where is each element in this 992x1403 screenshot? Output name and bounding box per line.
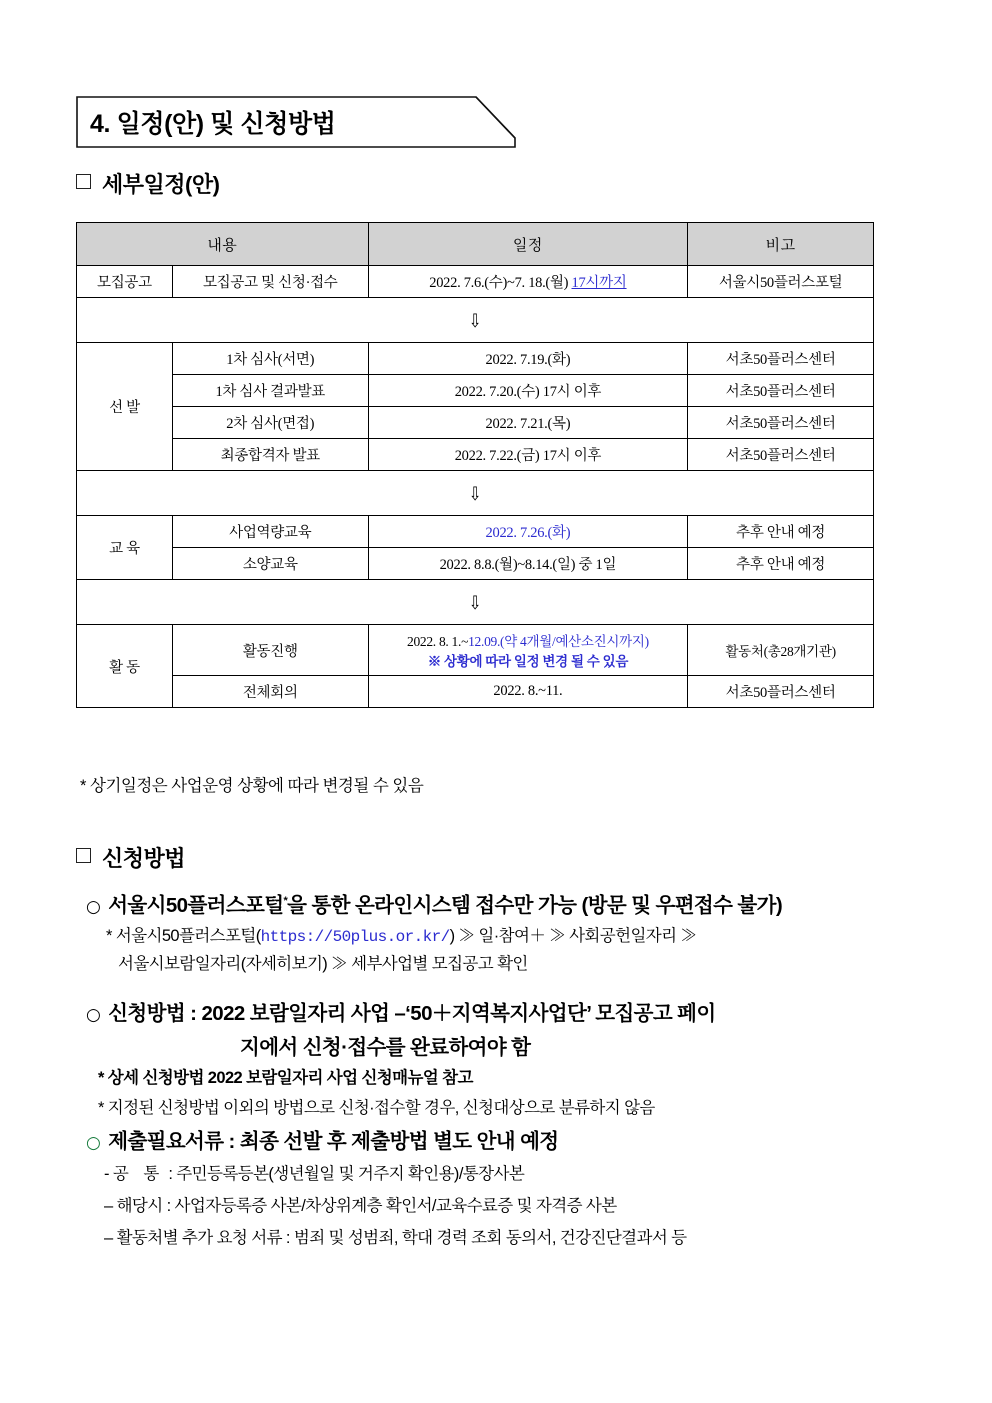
table-header-content: 내용 [77, 223, 369, 266]
document-list-label: 해당시 [116, 1197, 163, 1215]
row-note: 서초50플러스센터 [688, 375, 874, 407]
table-row [77, 266, 874, 298]
subheading-apply-method [76, 842, 185, 873]
document-list-text: : 주민등록등본(생년월일 및 거주지 확인용)/통장사본 [164, 1165, 525, 1183]
asterisk-icon: * [106, 927, 112, 945]
row-note: 활동처(총28개기관) [688, 625, 874, 676]
row-item: 전체회의 [172, 676, 368, 708]
apply-item-documents [86, 1124, 559, 1154]
down-arrow-icon: ⇩ [468, 591, 482, 614]
apply-path-note-line1 [106, 922, 696, 946]
table-row [77, 439, 874, 471]
table-row [77, 548, 874, 580]
dash-icon: – [104, 1229, 113, 1247]
row-date-plain: 2022. 7.6.(수)~7. 18.(월) [429, 275, 572, 291]
row-date [368, 266, 688, 298]
document-list-item [104, 1160, 524, 1184]
document-list-text: : 범죄 및 성범죄, 학대 경력 조회 동의서, 건강진단결과서 등 [281, 1229, 687, 1247]
subheading-apply-method-label: 신청방법 [102, 846, 186, 871]
row-date-plain: 2022. 8. 1.~ [407, 634, 469, 649]
apply-path-note-line2: 서울시보람일자리(자세히보기) ≫ 세부사업별 모집공고 확인 [118, 955, 528, 973]
table-row [77, 625, 874, 676]
row-note: 서초50플러스센터 [688, 407, 874, 439]
apply-item-text-b: 을 통한 온라인시스템 접수만 가능 (방문 및 우편접수 불가) [287, 894, 783, 917]
arrow-cell [77, 471, 874, 516]
row-date: 2022. 7.22.(금) 17시 이후 [368, 439, 688, 471]
row-item: 1차 심사(서면) [172, 343, 368, 375]
circle-bullet-icon: ○ [86, 897, 101, 917]
page-title: 4. 일정(안) 및 신청방법 [90, 110, 336, 138]
table-arrow-row [77, 580, 874, 625]
row-item: 최종합격자 발표 [172, 439, 368, 471]
portal-url-link[interactable]: https://50plus.or.kr/ [260, 928, 450, 946]
table-row [77, 407, 874, 439]
table-arrow-row [77, 298, 874, 343]
document-list-text: : 사업자등록증 사본/차상위계층 확인서/교육수료증 및 자격증 사본 [162, 1197, 617, 1215]
apply-item-online-only [86, 888, 782, 918]
row-note: 추후 안내 예정 [688, 516, 874, 548]
apply-path-text-a: 서울시50플러스포털( [115, 927, 261, 945]
row-date-highlight: 12.09.(약 4개월/예산소진시까지) [468, 634, 649, 649]
document-list-item [104, 1192, 617, 1216]
apply-item-text-a: 서울시50플러스포털 [108, 894, 284, 917]
row-date [368, 625, 688, 676]
row-category: 모집공고 [77, 266, 173, 298]
apply-item-method-line2: 지에서 신청·접수를 완료하여야 함 [240, 1036, 531, 1059]
document-list-item [104, 1224, 687, 1248]
row-note: 추후 안내 예정 [688, 548, 874, 580]
circle-bullet-icon: ○ [86, 1005, 101, 1025]
schedule-footnote: * 상기일정은 사업운영 상황에 따라 변경될 수 있음 [80, 777, 424, 795]
table-row [77, 375, 874, 407]
table-row [77, 516, 874, 548]
arrow-cell [77, 298, 874, 343]
dash-icon: – [104, 1197, 113, 1215]
row-date-highlight: 17시까지 [571, 275, 627, 291]
apply-item-superscript: * [283, 895, 288, 908]
row-item: 모집공고 및 신청·접수 [172, 266, 368, 298]
row-date: 2022. 7.26.(화) [368, 516, 688, 548]
row-note: 서초50플러스센터 [688, 439, 874, 471]
row-note: 서초50플러스센터 [688, 676, 874, 708]
table-header-note: 비고 [688, 223, 874, 266]
down-arrow-icon: ⇩ [468, 309, 482, 332]
row-date: 2022. 7.19.(화) [368, 343, 688, 375]
row-item: 1차 심사 결과발표 [172, 375, 368, 407]
down-arrow-icon: ⇩ [468, 482, 482, 505]
row-note: 서초50플러스센터 [688, 343, 874, 375]
table-row [77, 676, 874, 708]
row-date-warning: ※ 상황에 따라 일정 변경 될 수 있음 [427, 654, 629, 669]
dash-icon: - [104, 1165, 109, 1183]
arrow-cell [77, 580, 874, 625]
square-bullet-icon [76, 848, 91, 863]
row-date: 2022. 8.8.(월)~8.14.(일) 중 1일 [368, 548, 688, 580]
subheading-detail-schedule-label: 세부일정(안) [102, 172, 220, 197]
apply-item-method-line1 [86, 996, 716, 1026]
row-category: 활 동 [77, 625, 173, 708]
table-header-row [77, 223, 874, 266]
table-row [77, 343, 874, 375]
row-item: 소양교육 [172, 548, 368, 580]
row-item: 2차 심사(면접) [172, 407, 368, 439]
square-bullet-icon [76, 174, 91, 189]
row-date: 2022. 7.20.(수) 17시 이후 [368, 375, 688, 407]
document-list-label: 공 통 [112, 1165, 165, 1183]
table-arrow-row [77, 471, 874, 516]
apply-invalid-method-note: * 지정된 신청방법 이외의 방법으로 신청·접수할 경우, 신청대상으로 분류하지 않음 [98, 1099, 655, 1117]
apply-path-text-b: ) ≫ 일·참여＋ ≫ 사회공헌일자리 ≫ [449, 927, 697, 945]
apply-manual-note: * 상세 신청방법 2022 보람일자리 사업 신청매뉴얼 참고 [98, 1069, 473, 1087]
row-category: 선 발 [77, 343, 173, 471]
schedule-table [76, 222, 874, 708]
row-note: 서울시50플러스포털 [688, 266, 874, 298]
row-date: 2022. 7.21.(목) [368, 407, 688, 439]
circle-bullet-icon: ○ [86, 1133, 101, 1153]
row-item: 사업역량교육 [172, 516, 368, 548]
subheading-detail-schedule [76, 168, 219, 199]
row-item: 활동진행 [172, 625, 368, 676]
apply-item-documents-text: 제출필요서류 : 최종 선발 후 제출방법 별도 안내 예정 [108, 1130, 559, 1153]
document-list-label: 활동처별 추가 요청 서류 [116, 1229, 282, 1247]
apply-item-method-text1: 신청방법 : 2022 보람일자리 사업 –‘50＋지역복지사업단’ 모집공고 페이 [108, 1002, 716, 1025]
section-heading-banner [76, 96, 516, 148]
table-header-schedule: 일정 [368, 223, 688, 266]
row-category: 교 육 [77, 516, 173, 580]
row-date: 2022. 8.~11. [368, 676, 688, 708]
